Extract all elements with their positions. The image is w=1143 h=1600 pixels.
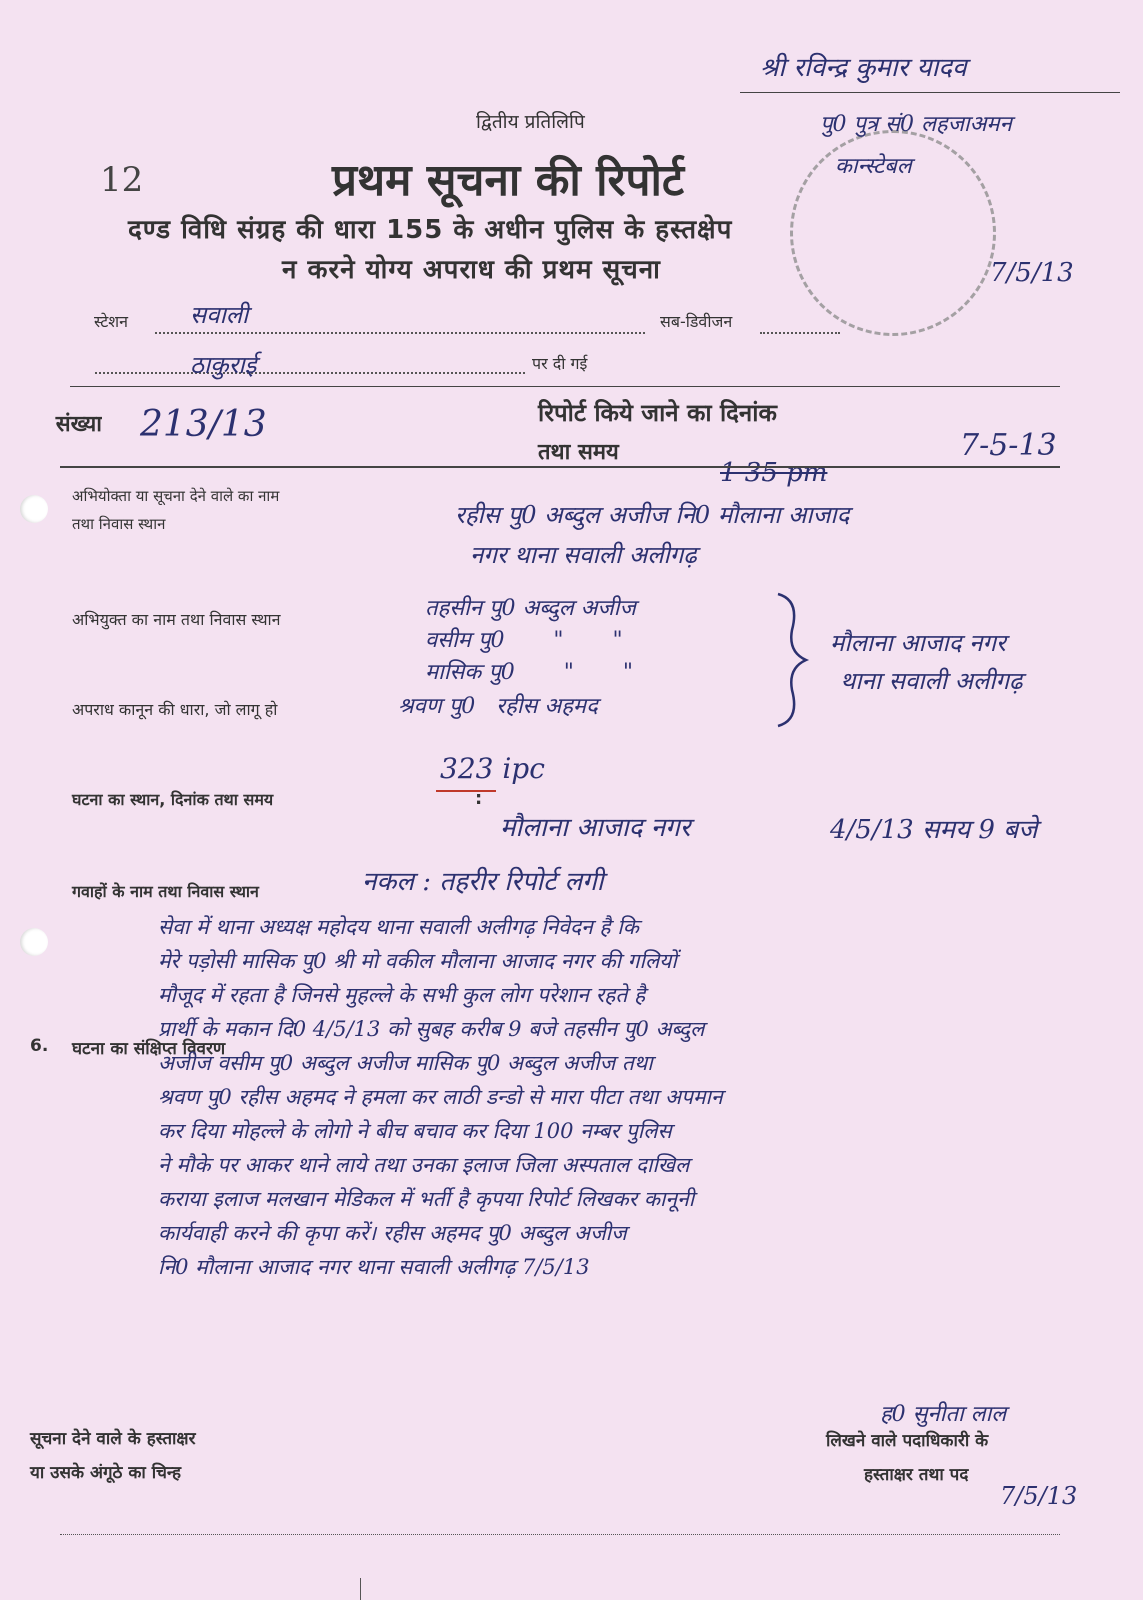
punch-hole-bottom [20,928,48,956]
summary-line: कराया इलाज मलखान मेडिकल में भर्ती है कृपया रिपोर्ट लिखकर कानूनी [158,1187,695,1211]
summary-line: मेरे पड़ोसी मासिक पु0 श्री मो वकील मौलाना आजाद नगर की गलियों [158,949,677,973]
incident-colon: : [475,788,483,809]
punch-hole-top [20,495,48,523]
summary-number: 6. [30,1036,49,1056]
given-value: ठाकुराई [190,351,257,379]
summary-line: नि0 मौलाना आजाद नगर थाना सवाली अलीगढ़ 7/5/13 [158,1255,590,1279]
corner-note-line1: श्री रविन्द्र कुमार यादव [760,53,967,83]
page-number: 12 [100,160,144,200]
accused-line3: मासिक पु0 " " [425,660,633,685]
informant-label-line2: तथा निवास स्थान [72,515,166,533]
informant-sign-line1: सूचना देने वाले के हस्ताक्षर [30,1429,196,1449]
offence-section-value: 323 ipc [440,752,545,785]
report-date-value: 7-5-13 [960,428,1057,463]
copy-label: द्वितीय प्रतिलिपि [476,111,585,133]
witness-label: गवाहों के नाम तथा निवास स्थान [72,882,259,901]
summary-line: मौजूद में रहता है जिनसे मुहल्ले के सभी कुल लोग परेशान रहते है [158,983,646,1007]
accused-line2: वसीम पु0 " " [425,628,623,653]
station-value: सवाली [190,301,249,329]
report-date-label-line1: रिपोर्ट किये जाने का दिनांक [538,399,777,427]
station-dotline [155,332,645,334]
officer-sign-line1: लिखने वाले पदाधिकारी के [826,1431,989,1451]
report-rule [60,466,1060,468]
informant-value-line1: रहीस पु0 अब्दुल अजीज नि0 मौलाना आजाद [455,501,850,529]
corner-note-line3: कान्स्टेबल [835,154,912,179]
summary-line: कार्यवाही करने की कृपा करें। रहीस अहमद पु0 अब्दुल अजीज [158,1221,627,1245]
given-dotline [95,372,525,374]
officer-date: 7/5/13 [1000,1482,1078,1510]
summary-line: श्रवण पु0 रहीस अहमद ने हमला कर लाठी डन्डो से मारा पीटा तथा अपमान [158,1085,723,1109]
accused-brace-icon [770,590,810,730]
subtitle-line1: दण्ड विधि संग्रह की धारा 155 के अधीन पुलिस के हस्तक्षेप [128,215,733,245]
summary-line: ने मौके पर आकर थाने लाये तथा उनका इलाज जिला अस्पताल दाखिल [158,1153,690,1177]
witness-value: नकल : तहरीर रिपोर्ट लगी [362,867,604,897]
accused-address-line1: मौलाना आजाद नगर [830,629,1006,657]
report-number-label: संख्या [55,412,102,437]
report-date-label-line2: तथा समय [538,440,619,465]
informant-value-line2: नगर थाना सवाली अलीगढ़ [470,541,697,569]
offence-label: अपराध कानून की धारा, जो लागू हो [72,700,278,719]
accused-line1: तहसीन पु0 अब्दुल अजीज [425,596,636,621]
accused-label: अभियुक्त का नाम तथा निवास स्थान [72,610,281,629]
incident-date-value: 4/5/13 समय 9 बजे [830,815,1038,845]
summary-text [158,910,1108,1284]
station-label: स्टेशन [94,312,129,331]
corner-note-line4: 7/5/13 [990,258,1074,288]
report-number-value: 213/13 [140,404,267,445]
subtitle-line2: न करने योग्य अपराध की प्रथम सूचना [282,255,661,285]
bottom-tick [360,1578,363,1600]
summary-line: अजीज वसीम पु0 अब्दुल अजीज मासिक पु0 अब्दुल अजीज तथा [158,1051,653,1075]
corner-note-underline [740,92,1120,93]
informant-sign-line2: या उसके अंगूठे का चिन्ह [30,1463,182,1483]
summary-line: कर दिया मोहल्ले के लोगो ने बीच बचाव कर दिया 100 नम्बर पुलिस [158,1119,672,1143]
bottom-dotline [60,1534,1060,1535]
report-time-value: 1 35 pm [720,458,828,488]
corner-note-line2: पु0 पुत्र सं0 लहजाअमन [820,112,1012,137]
page-title: प्रथम सूचना की रिपोर्ट [332,155,685,206]
summary-line: प्रार्थी के मकान दि0 4/5/13 को सुबह करीब 9 बजे तहसीन पु0 अब्दुल [158,1017,705,1041]
header-rule [70,386,1060,387]
informant-label-line1: अभियोक्ता या सूचना देने वाले का नाम [72,487,280,505]
summary-label: घटना का संक्षिप्त विवरण [72,1039,226,1059]
incident-label: घटना का स्थान, दिनांक तथा समय [72,790,274,809]
officer-sign-line2: हस्ताक्षर तथा पद [864,1465,969,1485]
given-label: पर दी गई [532,354,588,373]
incident-place-value: मौलाना आजाद नगर [500,813,691,843]
officer-signature: ह0 सुनीता लाल [880,1402,1007,1427]
accused-address-line2: थाना सवाली अलीगढ़ [840,667,1023,695]
summary-line: सेवा में थाना अध्यक्ष महोदय थाना सवाली अलीगढ़ निवेदन है कि [158,915,639,939]
offence-accused-extra: श्रवण पु0 रहीस अहमद [398,694,598,719]
subdivision-label: सब-डिवीजन [660,312,733,331]
offence-underline [436,790,496,792]
subdivision-dotline [760,332,840,334]
